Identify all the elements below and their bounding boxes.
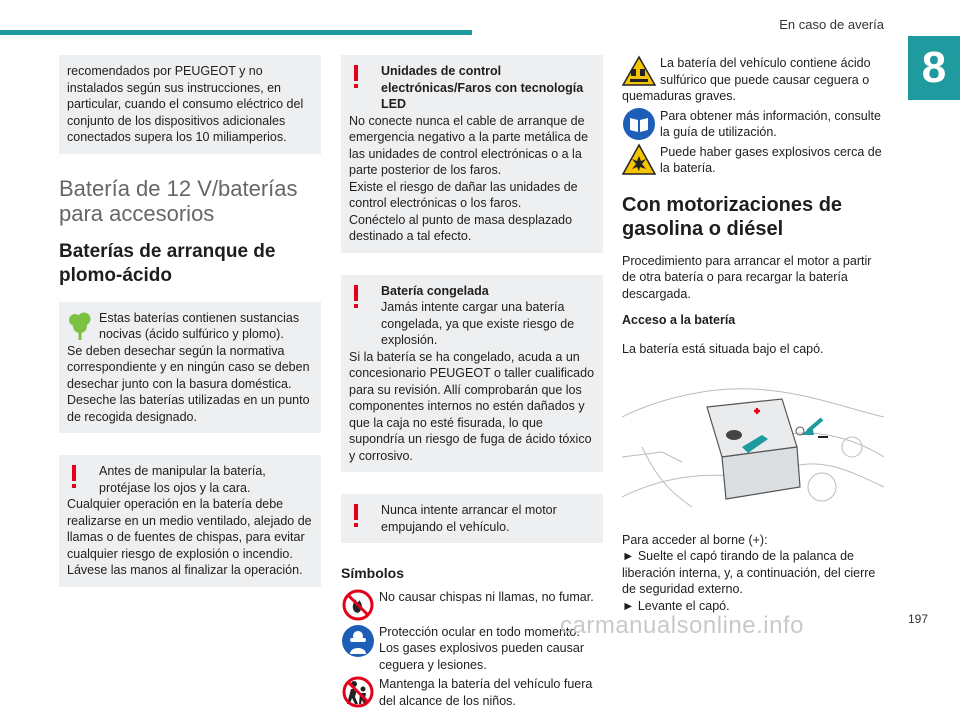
keep-away-children-icon: [341, 675, 375, 709]
chapter-number-badge: 8: [908, 36, 960, 100]
environment-note-box: [59, 302, 321, 434]
environment-note-rest: Se deben desechar según la normativa correspondiente y en ningún caso se deben desechar junto con la basura doméstica. Deseche las baterías utilizadas en un punto de recogida designado.: [67, 343, 310, 424]
warning-eyes-rest: Cualquier operación en la batería debe realizarse en un medio ventilado, alejado de llamas o de fuentes de chispas, para evitar cualquier riesgo de explosión o incendio. Lávese las manos al finalizar la operación.: [67, 497, 312, 577]
procedure-text: Procedimiento para arrancar el motor a partir de otra batería o para recargar la batería descargada.: [622, 253, 872, 301]
warning-frozen-rest: Si la batería se ha congelado, acuda a un concesionario PEUGEOT o taller cualificado para su revisión. Allí comprobarán que los componentes internos no estén dañados y que la caja no esté fisurada, lo que supondría un riesgo de fuga de ácido tóxico y corrosivo.: [349, 349, 595, 463]
watermark-url: carmanualsonline.info: [560, 612, 804, 639]
symbol-row-explosive: [622, 143, 884, 177]
step-1: ► Suelte el capó tirando de la palanca de liberación interna, y, a continuación, del cierre de seguridad externo.: [622, 549, 876, 596]
no-flames-icon: [341, 588, 375, 622]
warning-box-ecu: [341, 55, 603, 253]
recycle-tree-icon: [67, 311, 93, 341]
corrosive-acid-icon: [622, 55, 656, 87]
warning-icon: [349, 285, 363, 309]
subsection-title: Baterías de arranque de plomo-ácido: [59, 240, 276, 286]
access-title: Acceso a la batería: [622, 313, 736, 327]
symbol-text: La batería del vehículo contiene ácido sulfúrico que puede causar ceguera o quemaduras graves.: [622, 56, 871, 103]
warning-icon: [67, 465, 81, 489]
section-title: Batería de 12 V/baterías para accesorios: [59, 175, 298, 226]
info-box-text: recomendados por PEUGEOT y no instalados según sus instrucciones, en particular, cuando el consumo eléctrico del conjunto de los dispositivos adicionales conectados supera los 10 miliamperios.: [67, 64, 304, 144]
warning-icon: [349, 65, 363, 89]
warning-ecu-body: No conecte nunca el cable de arranque de emergencia negativo a la parte metálica de las unidades de control electrónicas o a la parte posterior de los faros.: [349, 113, 589, 177]
warning-icon: [349, 504, 363, 528]
explosive-gas-icon: [622, 143, 656, 177]
warning-box-eyes: [59, 455, 321, 587]
warning-box-frozen: [341, 275, 603, 473]
symbol-row-acid: [622, 55, 884, 105]
column-1: [59, 55, 321, 609]
symbol-text: No causar chispas ni llamas, no fumar.: [379, 589, 594, 604]
warning-frozen-first: Jamás intente cargar una batería congelada, ya que existe riesgo de explosión.: [381, 300, 575, 347]
chapter-title: En caso de avería: [779, 17, 884, 32]
warning-push-text: Nunca intente arrancar el motor empujando el vehículo.: [381, 503, 557, 534]
header-accent-bar: [0, 30, 472, 35]
symbol-text: Para obtener más información, consulte la guía de utilización.: [660, 108, 881, 139]
warning-frozen-title: Batería congelada: [381, 283, 489, 298]
warning-ecu-body-3: Conéctelo al punto de masa desplazado destinado a tal efecto.: [349, 212, 573, 243]
info-box-continued: [59, 55, 321, 154]
engine-section-title: Con motorizaciones de gasolina o diésel: [622, 193, 843, 240]
environment-note-first: Estas baterías contienen sustancias nocivas (ácido sulfúrico y plomo).: [99, 310, 300, 341]
engine-bay-illustration: [622, 377, 884, 517]
page-number: 197: [907, 612, 928, 626]
access-text: La batería está situada bajo el capó.: [622, 341, 824, 356]
column-3: [622, 55, 884, 614]
symbol-text: Protección ocular en todo momento. Los gases explosivos pueden causar ceguera y lesiones.: [379, 624, 584, 672]
symbol-row-children: [341, 675, 603, 709]
symbol-text: Puede haber gases explosivos cerca de la batería.: [660, 144, 882, 175]
warning-eyes-first: Antes de manipular la batería, protéjase los ojos y la cara.: [99, 464, 266, 495]
warning-ecu-body-2: Existe el riesgo de dañar las unidades de control electrónicas o los faros.: [349, 179, 578, 210]
terminal-text: Para acceder al borne (+):: [622, 532, 768, 547]
eye-protection-icon: [341, 624, 375, 658]
step-2: ► Levante el capó.: [622, 598, 730, 613]
symbol-text: Mantenga la batería del vehículo fuera del alcance de los niños.: [379, 677, 593, 708]
warning-box-push: [341, 494, 603, 543]
warning-ecu-title: Unidades de control electrónicas/Faros con tecnología LED: [381, 64, 584, 111]
symbol-row-manual: [622, 107, 884, 141]
symbols-title: Símbolos: [341, 565, 405, 581]
read-manual-icon: [622, 107, 656, 141]
